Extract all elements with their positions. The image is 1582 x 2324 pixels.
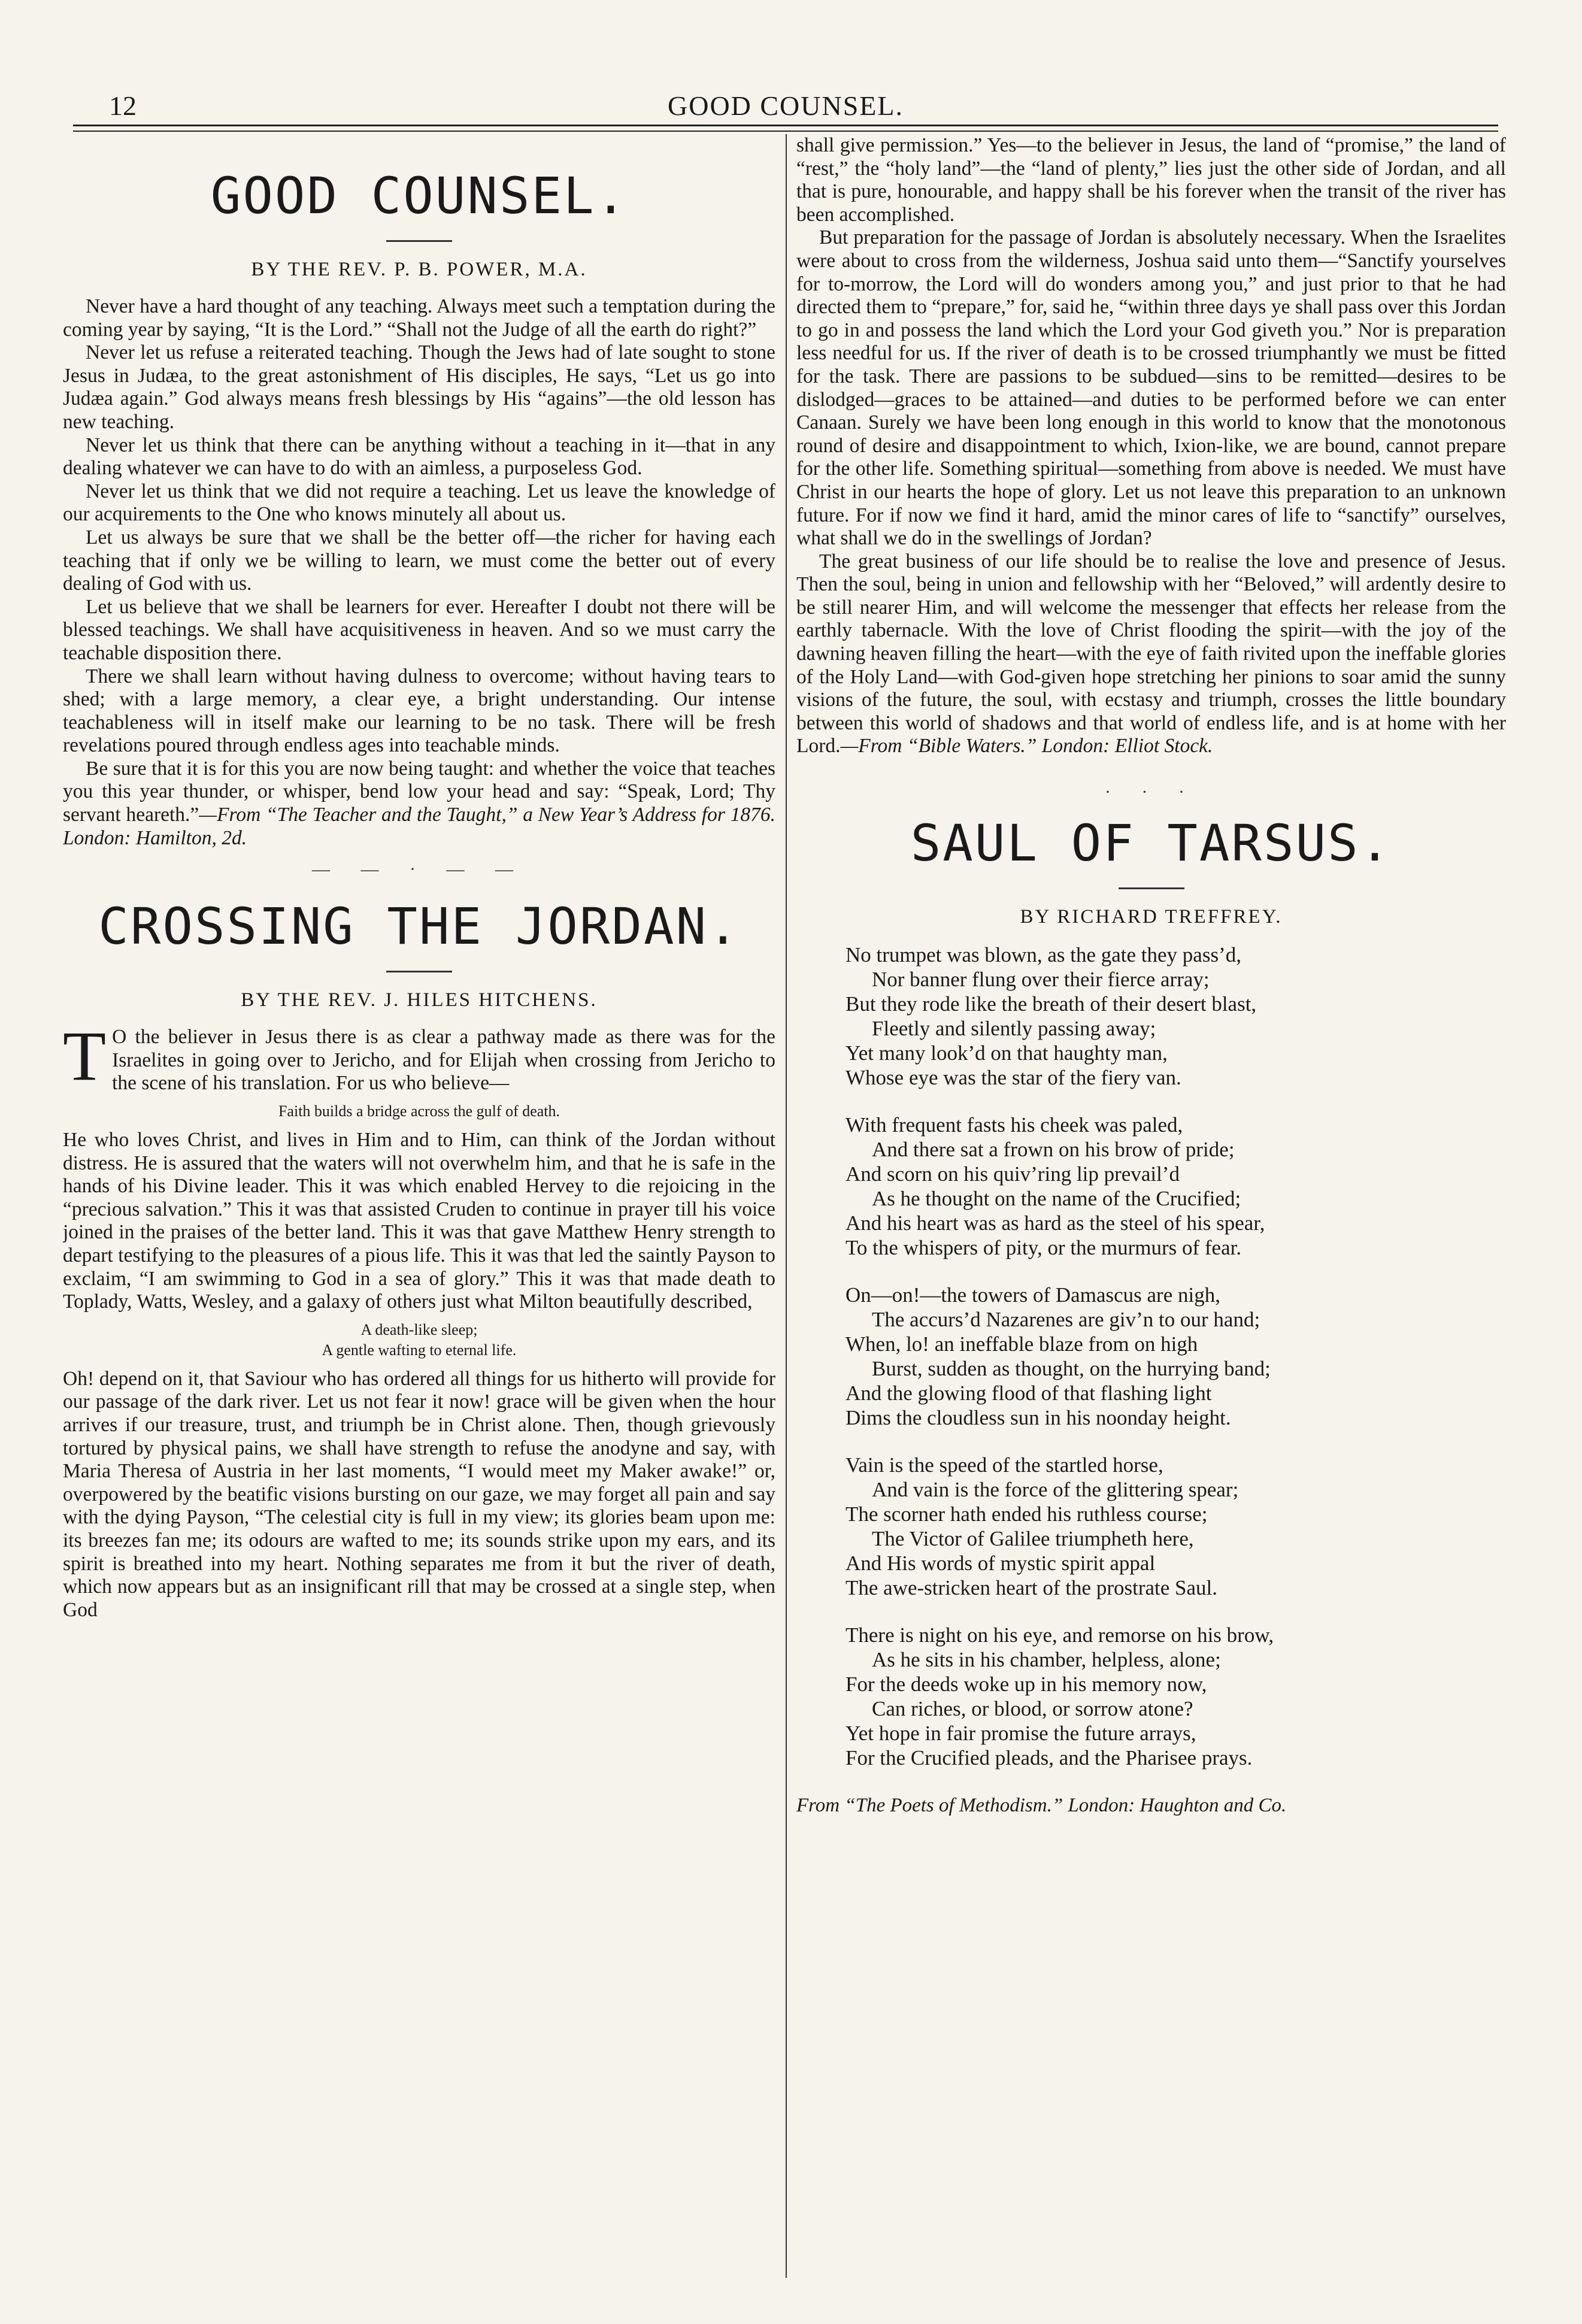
poem-source: From “The Poets of Methodism.” London: Haughton and Co. <box>796 1795 1287 1817</box>
poem-line: And scorn on his quiv’ring lip prevail’d <box>845 1162 1180 1186</box>
milton-quote-line-1: A death-like sleep; <box>360 1320 478 1338</box>
page-number: 12 <box>109 90 137 121</box>
poem-stanza <box>845 1113 1506 1260</box>
poem-title-saul: SAUL OF TARSUS. <box>910 814 1392 873</box>
poem-line: To the whispers of pity, or the murmurs of fear. <box>845 1236 1242 1260</box>
good-counsel-paragraph: Never let us refuse a reiterated teaching. Though the Jews had of late sought to stone Jesus in Judæa, to the great astonishment of His disciples, He says, “Let us go into Judæa again.” God always means fresh blessings by His “agains”—the old lesson has new teaching. <box>63 341 775 433</box>
section-separator: — — · — — <box>312 859 526 880</box>
jordan-continued-paragraph: shall give permission.” Yes—to the believer in Jesus, the land of “promise,” the land of “rest,” the “holy land”—the “land of plenty,” lies just the other side of Jordan, and all that is pure, honourable, and happy shall be his forever when the transit of the river has been accomplished. <box>796 134 1506 226</box>
poem-line: With frequent fasts his cheek was paled, <box>845 1113 1183 1137</box>
poem-line: The scorner hath ended his ruthless course; <box>845 1502 1208 1526</box>
faith-motto: Faith builds a bridge across the gulf of death. <box>278 1102 560 1120</box>
jordan-paragraph-2: He who loves Christ, and lives in Him and to Him, can think of the Jordan without distress. He is assured that the waters will not overwhelm him, and that he is safe in the hands of his Divine leader. This it was which enabled Hervey to die rejoicing in the “precious salvation.” This it was that assisted Cruden to continue in prayer till his voice joined in the praises of the better land. This it was that gave Matthew Henry strength to depart testifying to the pleasures of a pious life. This it was that led the saintly Payson to exclaim, “I am swimming to God in a sea of glory.” This it was that made death to Toplady, Watts, Wesley, and a galaxy of others just what Milton beautifully described, <box>63 1129 775 1313</box>
byline-power: BY THE REV. P. B. POWER, M.A. <box>251 259 587 280</box>
jordan-last-text: The great business of our life should be to realise the love and presence of Jesus. Then the soul, being in union and fellowship with her “Beloved,” will ardently desire to be still nearer Him, and will welcome the messenger that effects her release from the earthly tabernacle. With the love of Christ flooding the spirit—with the joy of the dawning heaven filling the heart—with the eye of faith rivited upon the ineffable glories of the Holy Land—with God-given hope stretching her pinions to soar amid the sunny visions of the future, the soul, with ecstasy and triumph, crosses the little boundary between this world of shadows and that world of endless life, and is at home with her Lord. <box>796 550 1506 758</box>
poem-line: For the deeds woke up in his memory now, <box>845 1672 1207 1696</box>
left-column <box>63 134 775 2284</box>
poem-line: No trumpet was blown, as the gate they pass’d, <box>845 943 1241 967</box>
poem-line: As he sits in his chamber, helpless, alone; <box>872 1648 1221 1672</box>
poem-stanza <box>845 1453 1506 1600</box>
poem-line: Nor banner flung over their fierce array; <box>872 968 1210 992</box>
drop-cap: T <box>63 1017 107 1096</box>
article-title-crossing-jordan: CROSSING THE JORDAN. <box>98 897 740 956</box>
poem-line: But they rode like the breath of their desert blast, <box>845 992 1257 1016</box>
title-rule <box>386 240 452 242</box>
title-rule <box>386 971 452 972</box>
column-divider <box>786 134 787 2278</box>
jordan-continued-paragraph: But preparation for the passage of Jordan is absolutely necessary. When the Israelites were about to cross from the wilderness, Joshua said unto them—“Sanctify yourselves for to-morrow, the Lord will do wonders among you,” and just prior to that he had directed them to “prepare,” for, said he, “within three days ye shall pass over this Jordan to go in and possess the land which the Lord your God giveth you.” Nor is preparation less needful for us. If the river of death is to be crossed triumphantly we must be fitted for the task. There are passions to be subdued—sins to be remitted—desires to be dislodged—graces to be attained—and duties to be performed before we can enter Canaan. Surely we have been long enough in this world to know that the monotonous round of desire and disappointment to which, Ixion-like, we are bound, cannot prepare for the other life. Something spiritual—something from above is needed. We must have Christ in our hearts the hope of glory. Let us not leave this preparation to an unknown future. For if now we find it hard, amid the minor cares of life to “sanctify” ourselves, what shall we do in the swellings of Jordan? <box>796 226 1506 550</box>
poem-line: And His words of mystic spirit appal <box>845 1552 1156 1575</box>
poem-line: Dims the cloudless sun in his noonday height. <box>845 1406 1231 1430</box>
poem-line: As he thought on the name of the Crucified; <box>872 1187 1241 1211</box>
jordan-continued <box>796 134 1506 550</box>
good-counsel-body <box>63 295 775 758</box>
good-counsel-paragraph: Never have a hard thought of any teaching. Always meet such a temptation during the coming year by saying, “It is the Lord.” “Shall not the Judge of all the earth do right?” <box>63 295 775 341</box>
good-counsel-last-paragraph <box>63 758 775 850</box>
poem-line: And there sat a frown on his brow of pride; <box>872 1138 1235 1162</box>
poem-line: Vain is the speed of the startled horse, <box>845 1453 1163 1477</box>
poem-line: Yet hope in fair promise the future arrays, <box>845 1722 1196 1746</box>
poem-line: On—on!—the towers of Damascus are nigh, <box>845 1283 1220 1307</box>
header-rule-thin <box>73 131 1498 132</box>
poem-line: Yet many look’d on that haughty man, <box>845 1041 1168 1065</box>
article-title-good-counsel: GOOD COUNSEL. <box>210 166 628 225</box>
milton-quote-line-2: A gentle wafting to eternal life. <box>322 1341 517 1359</box>
good-counsel-citation: —From “The Teacher and the Taught,” a New Year’s Address for 1876. London: Hamilton, 2d. <box>63 804 775 849</box>
jordan-citation: —From “Bible Waters.” London: Elliot Stock. <box>840 735 1213 758</box>
last-paragraph-text: Be sure that it is for this you are now being taught: and whether the voice that teaches you this year thunder, or whisper, bend low your head and say: “Speak, Lord; Thy servant heareth.” <box>63 757 775 826</box>
right-column <box>796 134 1506 2284</box>
byline-hitchens: BY THE REV. J. HILES HITCHENS. <box>241 989 598 1011</box>
poem-line: And the glowing flood of that flashing light <box>845 1381 1212 1405</box>
poem-body <box>796 943 1506 1770</box>
poem-line: When, lo! an ineffable blaze from on high <box>845 1332 1198 1356</box>
milton-quote <box>63 1320 775 1361</box>
poem-stanza <box>845 1283 1506 1430</box>
poem-line: And vain is the force of the glittering spear; <box>872 1478 1239 1502</box>
good-counsel-paragraph: Never let us think that there can be anything without a teaching in it—that in any dealing whatever we can have to do with an aimless, a purposeless God. <box>63 434 775 480</box>
poem-line: Burst, sudden as thought, on the hurrying band; <box>872 1357 1271 1381</box>
poem-stanza <box>845 1623 1506 1770</box>
good-counsel-paragraph: Let us believe that we shall be learners for ever. Hereafter I doubt not there will be blessed teachings. We shall have acquisitiveness in heaven. And so we must carry the teachable disposition there. <box>63 595 775 664</box>
title-rule <box>1119 887 1184 889</box>
jordan-paragraph-3: Oh! depend on it, that Saviour who has ordered all things for us hitherto will provide for our passage of the dark river. Let us not fear it now! grace will be given when the hour arrives if our treasure, trust, and triumph be in Christ alone. Then, though grievously tortured by physical pains, we shall have strength to refuse the anodyne and say, with Maria Theresa of Austria in her last moments, “I would meet my Maker awake!” or, overpowered by the beatific visions bursting on our gaze, we may forget all pain and say with the dying Payson, “The celestial city is full in my view; its glories beam upon me: its breezes fan me; its odours are wafted to me; its sounds strike upon my ears, and its spirit is breathed into my heart. Nothing separates me from it but the river of death, which now appears but as an insignificant rill that may be crossed at a single step, when God <box>63 1367 775 1621</box>
good-counsel-paragraph: There we shall learn without having dulness to overcome; without having tears to shed; with a large memory, a clear eye, a bright understanding. Our intense teachableness will in itself make our learning to be no task. There will be fresh revelations poured through endless ages into teachable minds. <box>63 665 775 757</box>
poem-line: The awe-stricken heart of the prostrate Saul. <box>845 1576 1217 1600</box>
page-header <box>73 90 1498 121</box>
poem-line: The accurs’d Nazarenes are giv’n to our hand; <box>872 1308 1260 1332</box>
good-counsel-paragraph: Let us always be sure that we shall be the better off—the richer for having each teaching that if only we be willing to learn, we must come the better out of every dealing of God with us. <box>63 526 775 595</box>
poem-line: Can riches, or blood, or sorrow atone? <box>872 1697 1193 1721</box>
poem-line: The Victor of Galilee triumpheth here, <box>872 1527 1194 1551</box>
poem-line: And his heart was as hard as the steel of his spear, <box>845 1211 1265 1235</box>
poem-line: Fleetly and silently passing away; <box>872 1017 1156 1041</box>
running-title: GOOD COUNSEL. <box>668 90 904 121</box>
poem-line: For the Crucified pleads, and the Pharisee prays. <box>845 1746 1253 1770</box>
jordan-last-paragraph <box>796 550 1506 758</box>
poem-line: Whose eye was the star of the fiery van. <box>845 1066 1181 1090</box>
opening-text: O the believer in Jesus there is as clear a pathway made as there was for the Israelites in going over to Jericho, and for Elijah when crossing from Jericho to the scene of his translation. For us who believe— <box>112 1026 775 1095</box>
byline-treffrey: BY RICHARD TREFFREY. <box>1020 906 1283 928</box>
section-separator-dots: · · · <box>1105 782 1198 802</box>
header-rule <box>73 125 1498 126</box>
jordan-opening-paragraph <box>63 1017 775 1096</box>
poem-line: There is night on his eye, and remorse on his brow, <box>845 1623 1274 1647</box>
good-counsel-paragraph: Never let us think that we did not require a teaching. Let us leave the knowledge of our acquirements to the One who knows minutely all about us. <box>63 480 775 526</box>
poem-stanza <box>845 943 1506 1090</box>
